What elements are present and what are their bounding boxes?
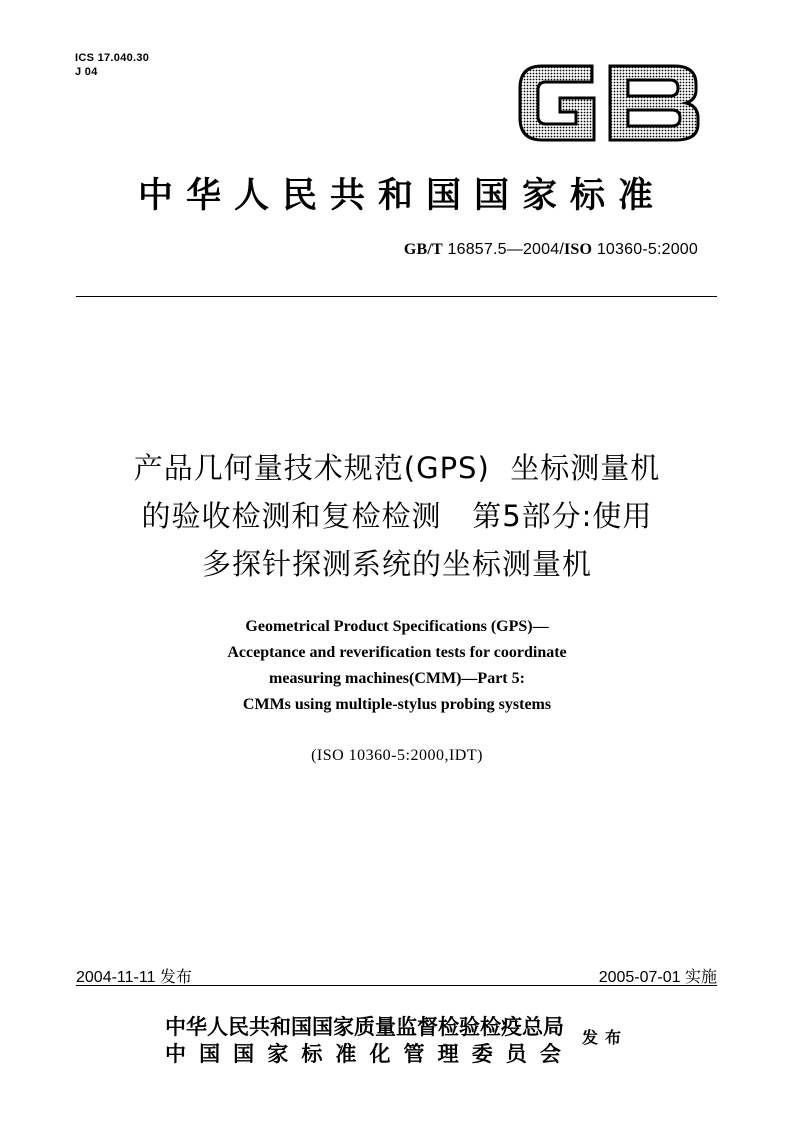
- issuer-char: 管: [403, 1042, 425, 1066]
- english-title-line: CMMs using multiple-stylus probing systems: [242, 696, 552, 713]
- publish-label: 发布: [582, 1028, 629, 1047]
- implementation-date: 2005-07-01 实施: [598, 969, 717, 986]
- standard-number: [404, 241, 698, 259]
- issue-date: 2004-11-11 发布: [76, 969, 192, 986]
- issuer-char: 标: [301, 1042, 323, 1066]
- issuer-char: 化: [369, 1042, 391, 1066]
- ccs-code: J 04: [75, 66, 98, 78]
- issuer-char: 委: [471, 1042, 493, 1066]
- std-prefix: GB/T: [403, 241, 443, 258]
- gb-logo: [514, 60, 704, 146]
- iso-number: 10360-5:2000: [596, 241, 698, 258]
- issuer-char: 准: [335, 1042, 357, 1066]
- chinese-title-line: 产品几何量技术规范(GPS) 坐标测量机: [133, 451, 661, 485]
- english-title: [0, 614, 794, 718]
- ics-code: ICS 17.040.30: [75, 52, 150, 64]
- chinese-title: [0, 444, 794, 588]
- issuer-char: 会: [539, 1042, 561, 1066]
- bottom-divider: [76, 985, 717, 986]
- issuer-char: 国: [199, 1042, 221, 1066]
- top-divider: [76, 296, 717, 297]
- issuer-char: 理: [437, 1042, 459, 1066]
- issuer-char: 中: [165, 1042, 186, 1066]
- chinese-title-line: 的验收检测和复检检测 第5部分:使用: [141, 499, 653, 533]
- national-standard-title: 中华人民共和国国家标准: [137, 175, 666, 216]
- std-number: 16857.5—2004/: [447, 241, 564, 258]
- issuer-char: 员: [505, 1042, 527, 1066]
- issuer-char: 国: [233, 1042, 255, 1066]
- issuer-char: 家: [267, 1042, 289, 1066]
- issuer-sac: [165, 1038, 561, 1068]
- english-title-line: Geometrical Product Specifications (GPS)—: [245, 618, 549, 635]
- english-title-line: Acceptance and reverification tests for coordinate: [227, 644, 567, 661]
- iso-reference: (ISO 10360-5:2000,IDT): [311, 747, 483, 764]
- issuer-aqsiq: 中华人民共和国国家质量监督检验检疫总局: [165, 1015, 564, 1039]
- iso-prefix: ISO: [564, 241, 593, 258]
- chinese-title-line: 多探针探测系统的坐标测量机: [201, 547, 592, 581]
- english-title-line: measuring machines(CMM)—Part 5:: [269, 670, 525, 687]
